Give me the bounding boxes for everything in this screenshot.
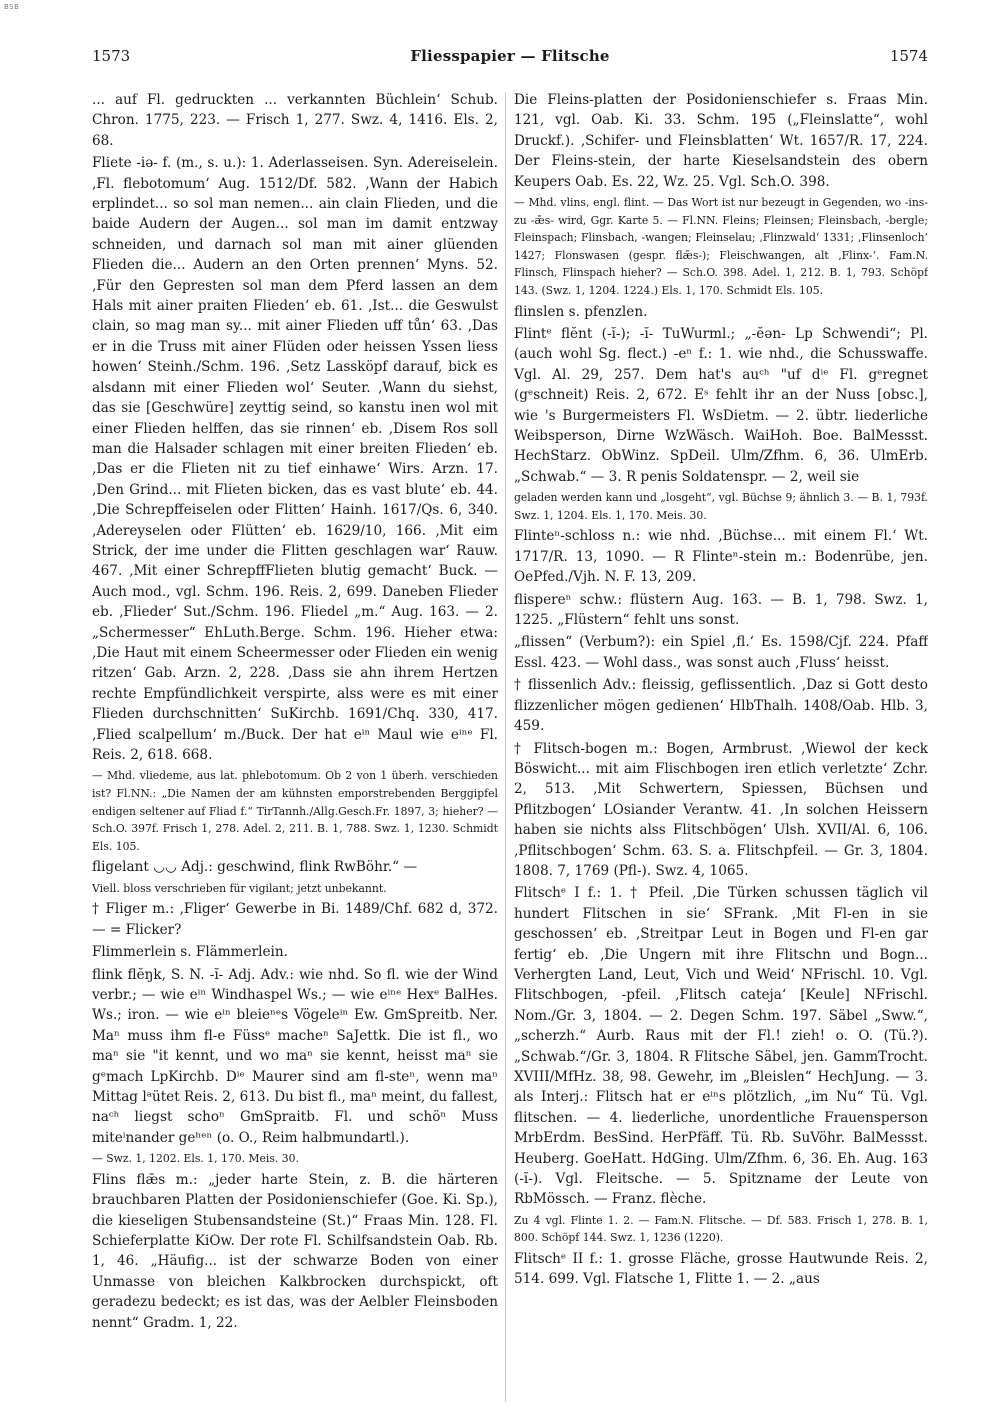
entry-flissenlich: † flissenlich Adv.: fleissig, geflissentlich. ‚Daz si Gott desto flizzenlicher mögen gedienen‘ HlbThalh. 1408/Oab. Hlb. 3, 459. <box>514 677 928 735</box>
etymology-note-fligelant: Viell. bloss verschrieben für vigilant; jetzt unbekannt. <box>92 881 387 895</box>
entry-flins: Flins flǣs m.: „jeder harte Stein, z. B. die härteren brauchbaren Platten der Posidonienschiefer (Goe. Ki. Sp.), die kieseligen Stubensandsteine (St.)“ Fraas Min. 128. Fl. Schieferplatte KiOw. Der rote Fl. Schilfsandstein Oab. Rb. 1, 46. „Häufig... ist der schwarze Boden von einer Unmasse von bleichen Kalkbrocken durchspickt, oft geradezu bedeckt; es ist das, was der Aelbler Fleinsboden nennt“ Gradm. 1, 22. <box>92 1171 498 1331</box>
entry-fragment: ... auf Fl. gedruckten ... verkannten Büchlein‘ Schub. Chron. 1775, 223. — Frisch 1, 277. Swz. 4, 1416. Els. 2, 68. <box>92 92 498 149</box>
left-column <box>92 90 498 1405</box>
entry-fliger: † Fliger m.: ‚Fliger‘ Gewerbe in Bi. 1489/Chf. 682 d, 372. — = Flicker? <box>92 901 498 938</box>
entry-flinte: Flintᵉ flĕnt (-ĭ-); -ĭ- TuWurml.; „-ĕən- Lp Schwendi“; Pl. (auch wohl Sg. flect.) -eⁿ f.: 1. wie nhd., die Schusswaffe. Vgl. Al. 29, 257. Dem hat's auᶜʰ "uf dⁱᵉ Fl. gᵉregnet (gᵉschneit) Reis. 2, 672. Eˢ fehlt ihr an der Nuss [obsc.], wie 's Burgermeisters Fl. WsDietm. — 2. übtr. liederliche Weibsperson, Dirne WzWäsch. WaiHoh. Boe. BalMessst. HechStarz. ObWinz. SpDeil. Ulm/Zfhm. 6, 36. UlmErb. „Schwab.“ — 3. R penis Soldatenspr. — 2, weil sie <box>514 326 928 485</box>
right-column <box>514 90 928 1405</box>
etymology-note-flinte: geladen werden kann und „losgeht“, vgl. Büchse 9; ähnlich 3. — B. 1, 793f. Swz. 1, 1204. Els. 1, 170. Meis. 30. <box>514 491 928 522</box>
library-stamp: BSB <box>4 3 20 11</box>
etymology-note-flins: — Mhd. vlins, engl. flint. — Das Wort ist nur bezeugt in Gegenden, wo -ins- zu -ǣs- wird, Ggr. Karte 5. — Fl.NN. Fleins; Fleinsen; Fleinsbach, -bergle; Fleinspach; Flinsbach, -wangen; Fleinselau; ‚Flinzwald‘ 1331; ‚Flinsenloch‘ 1427; Flonswasen (gespr. flǣs-); Fleischwangen, alt ‚Flinx-‘. Fam.N. Flinsch, Flinspach hieher? — Sch.O. 398. Adel. 1, 212. B. 1, 793. Schöpf 143. (Swz. 1, 1204. 1224.) Els. 1, 170. Schmidt Els. 105. <box>514 196 928 297</box>
entry-fliete: Fliete -iə- f. (m., s. u.): 1. Aderlasseisen. Syn. Adereiselein. ‚Fl. flebotomum‘ Aug. 1512/Df. 582. ‚Wann der Habich erplindet... so sol man nemen... ain clain Flieden, und die baide Audern der Augen... sol man im damit entzway schneiden, und darnach sol man mit ainer glüenden Flieden die... Audern an den Orten prennen‘ Myns. 52. ‚Für den Gepresten sol man dem Pferd lassen an dem Hals mit ainer praiten Flieden‘ eb. 61. ‚Ist... die Geswulst clain, so mag man sy... mit ainer Flieden uff tůn‘ 63. ‚Das er in die Truss mit ainer Flüden oder heissen Yssen liess howen‘ Steinh./Schm. 196. ‚Setz Lassköpf darauf, bick es alsdann mit einer Flieden wol‘ Seuter. ‚Wann du siehst, das sie [Geschwüre] zeyttig seind, so kanstu inen wol mit einer Flieden helffen, das sie rinnen‘ eb. ‚Disem Ros soll man die Halsader schlagen mit einer breiten Flieden‘ eb. ‚Das er die Flieten nit zu tief einhawe‘ Wirs. Arzn. 17. ‚Den Grind... mit Flieten bicken, das es vast blute‘ eb. 44. ‚Die Schrepffeiselen oder Flitten‘ Hainh. 1617/Qs. 6, 340. ‚Adereyselen oder Flütten‘ eb. 1629/10, 166. ‚Mit eim Strick, der ime under die Flitten geschlagen war‘ Rauw. 467. ‚Mit einer SchrepffFlieten blutig gemacht‘ Buck. — Auch mod., vgl. Schm. 196. Reis. 2, 699. Daneben Flieder eb. ‚Flieder‘ Sut./Schm. 196. Fliedel „m.“ Aug. 163. — 2. „Schermesser“ EhLuth.Berge. Schm. 196. Hieher etwa: ‚Die Haut mit einem Scheermesser oder Flieden ein wenig ritzen‘ Gab. Arzn. 2, 228. ‚Dass sie ahn ihrem Hertzen rechte Empfündlichkeit verspirte, alss were es mit einer Flieden durchschnitten‘ SuKirchb. 1691/Chq. 330, 417. ‚Flied scalpellum‘ m./Buck. Der hat eⁱⁿ Maul wie eⁱⁿᵉ Fl. Reis. 2, 618. 668. <box>92 155 498 763</box>
entry-flitsche-2: Flitschᵉ II f.: 1. grosse Fläche, grosse Hautwunde Reis. 2, 514. 699. Vgl. Flatsche 1, Flitte 1. — 2. „aus <box>514 1251 928 1288</box>
entry-flitsch-bogen: † Flitsch-bogen m.: Bogen, Armbrust. ‚Wiewol der keck Böswicht... mit aim Flischbogen iren etlich verletzte‘ Zchr. 2, 513. ‚Mit Schwertern, Spiessen, Büchsen und Pflitzbogen‘ LOsiander Verantw. 41. ‚In solchen Heissern haben sie nichts alss Flitschbögen‘ Ulsh. XVII/Al. 6, 106. ‚Pflitschbogen‘ Schm. 63. S. a. Flitschpfeil. — Gr. 3, 1804. 1808. 7, 1769 (Pfl-). Swz. 4, 1065. <box>514 740 928 879</box>
entry-flimmerlein: Flimmerlein s. Flämmerlein. <box>92 944 288 961</box>
etymology-note-fliete: — Mhd. vliedeme, aus lat. phlebotomum. Ob 2 von 1 überh. verschieden ist? Fl.NN.: „Die Namen der am kühnsten emporstrebenden Berggipfel endigen seltener auf Fliad f.“ TirTannh./Allg.Gesch.Fr. 1897, 3; hieher? — Sch.O. 397f. Frisch 1, 278. Adel. 2, 211. B. 1, 788. Swz. 1, 1230. Schmidt Els. 105. <box>92 769 498 853</box>
entry-flitsche-1: Flitschᵉ I f.: 1. † Pfeil. ‚Die Türken schussen täglich vil hundert Flitschen in sie‘ SFrank. ‚Mit Fl-en in sie geschossen‘ eb. ‚Streitpar Leut in Bogen und Fl-en gar fertig‘ eb. ‚Die Ungern mit ihre Flitschn und Bogn... Verhergten Land, Leut, Vich und Weid‘ NFrischl. 10. Vgl. Flitschbogen, -pfeil. ‚Flitsch cateja‘ [Keule] NFrischl. Nom./Gr. 3, 1804. — 2. Degen Schm. 197. Säbel „Sww.“, „scherzh.“ Aurb. Raus mit der Fl.! zieh! o. O. (Tü.?). „Schwab.“/Gr. 3, 1804. R Flitsche Säbel, jen. GammTrocht. XVIII/MfHz. 38, 98. Gewehr, im „Bleislen“ HechJung. — 3. als Interj.: Flitsch hat er eⁱⁿs plötzlich, „im Nu“ Tü. Vgl. flitschen. — 4. liederliche, unordentliche Frauensperson MrbErdm. BesSind. HerPfäff. Tü. Rb. SuVöhr. BalMessst. Heuberg. GoeHatt. HdGing. Ulm/Zfhm. 6, 36. Eh. Aug. 163 (-ĭ-). Vgl. Fleitsche. — 5. Spitzname der Leute von RbMössch. — Franz. flèche. <box>514 885 928 1208</box>
running-title: Fliesspapier — Flitsche <box>410 47 610 65</box>
entry-flisperen: flispereⁿ schw.: flüstern Aug. 163. — B. 1, 798. Swz. 1, 1225. „Flüstern“ fehlt uns sonst. <box>514 591 928 629</box>
etymology-note-flink: — Swz. 1, 1202. Els. 1, 170. Meis. 30. <box>92 1152 299 1166</box>
entry-fligelant: fligelant ◡◡ Adj.: geschwind, flink RwBöhr.“ — <box>92 859 418 876</box>
left-page-number: 1573 <box>92 47 131 65</box>
entry-flissen: „flissen“ (Verbum?): ein Spiel ‚fl.‘ Es. 1598/Cjf. 224. Pfaff Essl. 423. — Wohl dass., was sonst auch ‚Fluss‘ heisst. <box>514 634 928 671</box>
entry-flink: flink flĕŋk, S. N. -ĭ- Adj. Adv.: wie nhd. So fl. wie der Wind verbr.; — wie eⁱⁿ Windhaspel Ws.; — wie eⁱⁿᵉ Hexᵉ BalHes. Ws.; iron. — wie eⁱⁿ bleieⁿᵉs Vögeleⁱⁿ Ew. GmSpreitb. Ner. Maⁿ muss ihm fl-e Füssᵉ macheⁿ SaJettk. Die ist fl., wo maⁿ sie "it kennt, und wo maⁿ sie kennt, heisst maⁿ sie gᵉmach LpKirchb. Dⁱᵉ Maurer sind am fl-steⁿ, wenn maⁿ Mittag lᵃütet Reis. 2, 613. Du bist fl., maⁿ meint, du fallest, naᶜʰ liegst schoⁿ GmSpraitb. Fl. und schöⁿ Muss miteⁱnander geʰᵉⁿ (o. O., Reim halbmundartl.). <box>92 966 498 1146</box>
etymology-note-flitsche-1: Zu 4 vgl. Flinte 1. 2. — Fam.N. Flitsche. — Df. 583. Frisch 1, 278. B. 1, 800. Schöpf 144. Swz. 1, 1236 (1220). <box>514 1213 928 1245</box>
page-header <box>92 47 928 71</box>
column-divider <box>505 92 506 1402</box>
entry-flintenschloss: Flinteⁿ-schloss n.: wie nhd. ‚Büchse... mit einem Fl.‘ Wt. 1717/R. 13, 1090. — R Flinteⁿ-stein m.: Bodenrübe, jen. OePfed./Vjh. N. F. 13, 209. <box>514 528 928 586</box>
entry-flins-continued: Die Fleins-platten der Posidonienschiefer s. Fraas Min. 121, vgl. Oab. Ki. 33. Schm. 195 („Fleinslatte“, wohl Druckf.). ‚Schifer- und Fleinsblatten‘ Wt. 1657/R. 17, 224. Der Fleins-stein, der harte Kieselsandstein des obern Keupers Oab. Es. 22, Wz. 25. Vgl. Sch.O. 398. <box>514 92 928 190</box>
right-page-number: 1574 <box>889 47 928 65</box>
entry-flinslen: flinslen s. pfenzlen. <box>514 303 648 320</box>
